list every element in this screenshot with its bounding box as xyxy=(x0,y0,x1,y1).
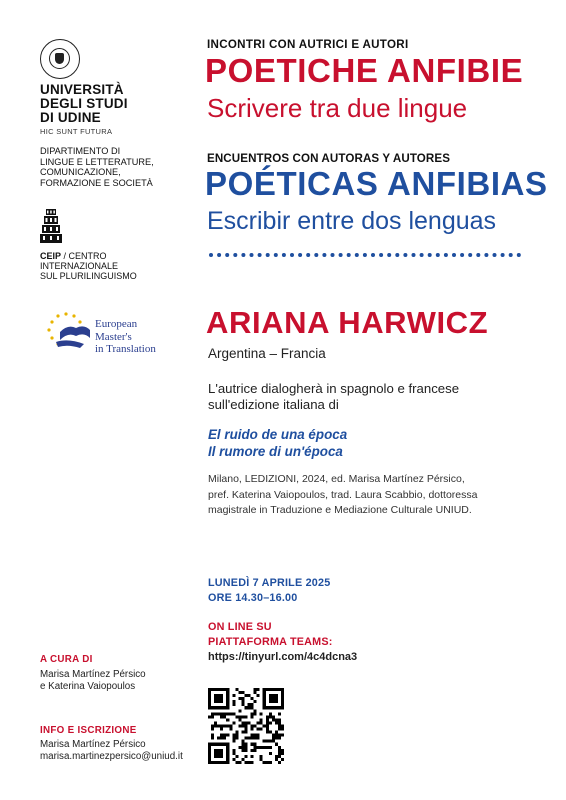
info-email[interactable]: marisa.martinezpersico@uniud.it xyxy=(40,751,183,762)
university-seal-icon xyxy=(40,39,80,79)
department-name: DIPARTIMENTO DI LINGUE E LETTERATURE, COMUNICAZIONE, FORMAZIONE E SOCIETÀ xyxy=(40,146,154,188)
italian-supertitle: INCONTRI CON AUTRICI E AUTORI xyxy=(207,38,409,51)
tower-icon xyxy=(40,209,62,243)
university-name: UNIVERSITÀ DEGLI STUDI DI UDINE xyxy=(40,82,128,125)
event-datetime xyxy=(208,576,330,605)
qr-code-icon[interactable] xyxy=(208,688,284,764)
curated-names: Marisa Martínez Pérsico e Katerina Vaiopoulos xyxy=(40,669,146,692)
emt-text: European Master's in Translation xyxy=(95,318,156,355)
emt-stars-book-icon xyxy=(40,310,92,352)
event-date: LUNEDÌ 7 APRILE 2025 xyxy=(208,577,331,589)
book-details: Milano, LEDIZIONI, 2024, ed. Marisa Martínez Pérsico, pref. Katerina Vaiopoulos, trad. Laura Scabbio, dottoressa magistrale in Traduzione e Mediazione Culturale UNIUD. xyxy=(208,473,478,516)
author-name: ARIANA HARWICZ xyxy=(206,305,489,340)
dotted-divider xyxy=(208,252,526,258)
emt-logo xyxy=(40,310,175,355)
spanish-title: POÉTICAS ANFIBIAS xyxy=(205,165,548,202)
info-title: INFO E ISCRIZIONE xyxy=(40,725,137,736)
ceip-label: CEIP / CENTRO INTERNAZIONALE SUL PLURILINGUISMO xyxy=(40,251,137,281)
book-title-es: El ruido de una época xyxy=(208,427,348,442)
teams-link[interactable]: https://tinyurl.com/4c4dcna3 xyxy=(208,651,358,663)
italian-title: POETICHE ANFIBIE xyxy=(205,52,524,89)
online-platform: ON LINE SU PIATTAFORMA TEAMS: xyxy=(208,621,333,648)
spanish-supertitle: ENCUENTROS CON AUTORAS Y AUTORES xyxy=(207,152,451,165)
book-titles xyxy=(208,426,347,460)
intro-text: L'autrice dialogherà in spagnolo e francese sull'edizione italiana di xyxy=(208,381,460,412)
author-countries: Argentina – Francia xyxy=(208,346,326,361)
italian-subtitle: Scrivere tra due lingue xyxy=(207,93,468,123)
university-motto: HIC SUNT FUTURA xyxy=(40,127,113,136)
spanish-subtitle: Escribir entre dos lenguas xyxy=(207,207,497,235)
info-contact: Marisa Martínez Pérsico marisa.martinezpersico@uniud.it xyxy=(40,739,183,762)
event-time: ORE 14.30–16.00 xyxy=(208,591,298,604)
curated-title: A CURA DI xyxy=(40,654,93,665)
ceip-abbr: CEIP xyxy=(40,251,62,261)
book-title-it: Il rumore di un'época xyxy=(208,444,343,459)
